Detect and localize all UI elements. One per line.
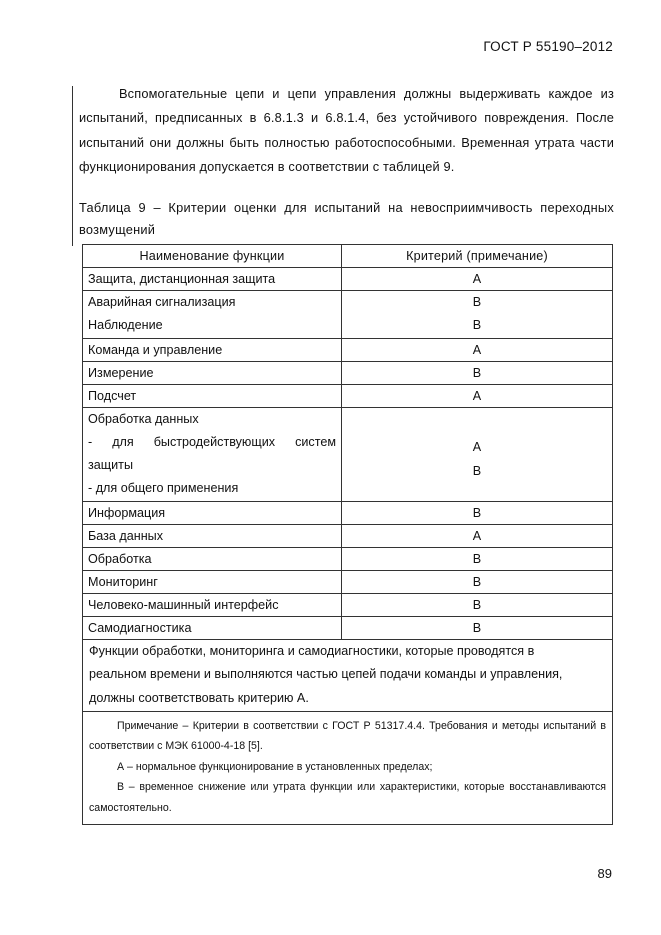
table-row-data-processing (83, 407, 613, 501)
function-cell: Обработка (83, 547, 342, 570)
function-cell: Самодиагностика (83, 616, 342, 639)
note-line: Функции обработки, мониторинга и самодиагностики, которые проводятся в (89, 643, 535, 658)
criterion-line: B (472, 295, 482, 309)
note-line: должны соответствовать критерию А. (89, 690, 309, 705)
function-cell: Информация (83, 501, 342, 524)
full-width-note (83, 639, 613, 711)
table-footnote-row (83, 711, 613, 825)
criterion-line: B (472, 464, 482, 479)
criterion-cell: B (342, 616, 613, 639)
criterion-line: B (472, 318, 482, 333)
table-row (83, 593, 613, 616)
table-row (83, 361, 613, 384)
criterion-cell: B (342, 361, 613, 384)
margin-change-bar (72, 86, 73, 246)
word: - (88, 434, 93, 449)
function-line: Наблюдение (88, 318, 163, 333)
criterion-cell (342, 291, 613, 339)
function-cell: Защита, дистанционная защита (83, 268, 342, 291)
footnote-paragraph: Примечание – Критерии в соответствии с ГОСТ Р 51317.4.4. Требования и методы испытаний в соответствии с МЭК 61000-4-18 [5]. (89, 719, 606, 753)
table-header-row (83, 245, 613, 268)
function-cell (83, 291, 342, 339)
table-row (83, 384, 613, 407)
criterion-cell: B (342, 547, 613, 570)
table-row (83, 524, 613, 547)
function-cell: База данных (83, 524, 342, 547)
body-paragraph: Вспомогательные цепи и цепи управления должны выдерживать каждое из испытаний, предписанных в 6.8.1.3 и 6.8.1.4, без устойчивого повреждения. После испытаний они должны быть полностью работоспособными. Временная утрата части функционирования допускается в соответствии с таблицей 9. (79, 86, 614, 174)
function-cell: Измерение (83, 361, 342, 384)
page-number: 89 (597, 866, 612, 881)
footnote-paragraph: А – нормальное функционирование в установленных пределах; (117, 760, 433, 773)
criteria-table (82, 244, 613, 825)
function-line: Обработка данных (88, 411, 199, 426)
table-full-note-row (83, 639, 613, 711)
table-row (83, 268, 613, 291)
criterion-cell: B (342, 593, 613, 616)
word: для (112, 434, 134, 449)
table-footnote (83, 711, 613, 825)
function-cell: Подсчет (83, 384, 342, 407)
word: систем (295, 434, 336, 449)
criterion-cell: B (342, 501, 613, 524)
function-cell (83, 407, 342, 501)
table-row (83, 501, 613, 524)
table-row (83, 570, 613, 593)
function-cell: Мониторинг (83, 570, 342, 593)
criterion-cell: A (342, 384, 613, 407)
criterion-cell: B (342, 570, 613, 593)
criterion-cell: A (342, 338, 613, 361)
function-line: защиты (88, 458, 133, 473)
function-line-justified (88, 431, 336, 454)
header-function: Наименование функции (83, 245, 342, 268)
document-header: ГОСТ Р 55190–2012 (483, 39, 613, 54)
word: быстродействующих (153, 434, 276, 449)
footnote-paragraph: В – временное снижение или утрата функции или характеристики, которые восстанавливаются самостоятельно. (89, 781, 606, 814)
table-row (83, 616, 613, 639)
criterion-cell (342, 407, 613, 501)
note-line: реальном времени и выполняются частью цепей подачи команды и управления, (89, 667, 563, 682)
function-line: - для общего применения (88, 481, 239, 496)
criterion-line: A (472, 440, 482, 455)
table-row (83, 547, 613, 570)
criterion-cell: A (342, 524, 613, 547)
table-row-grouped (83, 291, 613, 339)
table-row (83, 338, 613, 361)
criterion-cell: A (342, 268, 613, 291)
table-title: Таблица 9 – Критерии оценки для испытаний на невосприимчивость переходных возмущений (79, 200, 614, 237)
function-line: Аварийная сигнализация (88, 295, 236, 309)
header-criterion: Критерий (примечание) (342, 245, 613, 268)
function-cell: Человеко-машинный интерфейс (83, 593, 342, 616)
function-cell: Команда и управление (83, 338, 342, 361)
